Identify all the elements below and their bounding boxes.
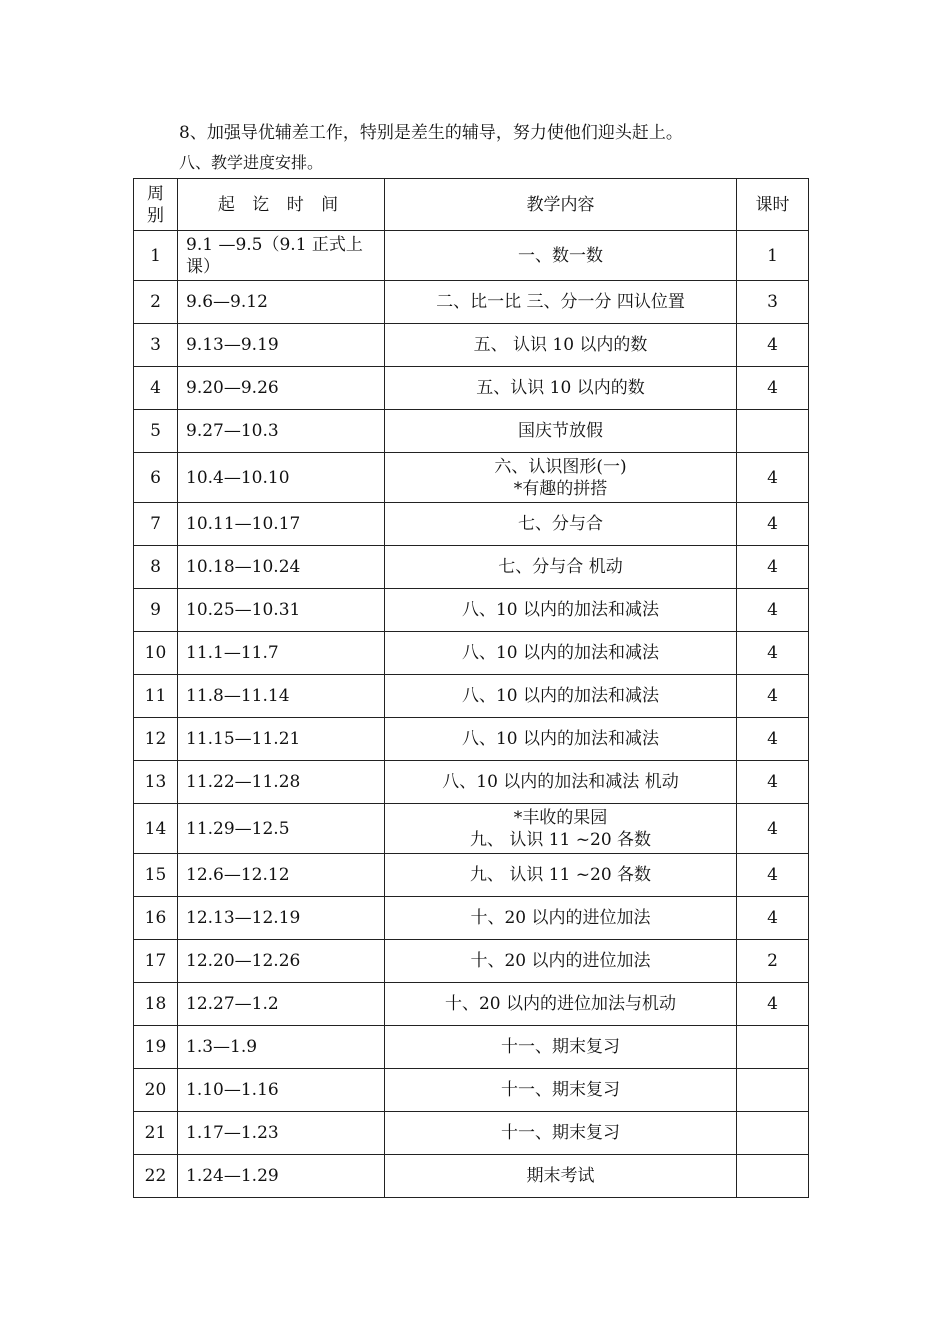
table-row bbox=[134, 410, 809, 453]
cell-hours: 4 bbox=[737, 324, 809, 367]
teaching-schedule-table bbox=[133, 178, 809, 1198]
cell-content: 八、10 以内的加法和减法 bbox=[385, 632, 737, 675]
cell-dates: 12.27—1.2 bbox=[178, 983, 385, 1026]
cell-week: 12 bbox=[134, 718, 178, 761]
cell-hours: 4 bbox=[737, 718, 809, 761]
cell-content: 一、数一数 bbox=[385, 231, 737, 281]
cell-dates: 1.24—1.29 bbox=[178, 1155, 385, 1198]
section-heading-schedule: 八、教学进度安排。 bbox=[179, 153, 324, 172]
cell-hours: 1 bbox=[737, 231, 809, 281]
cell-content: 五、认识 10 以内的数 bbox=[385, 367, 737, 410]
table-row bbox=[134, 324, 809, 367]
cell-dates: 10.4—10.10 bbox=[178, 453, 385, 503]
cell-dates: 10.25—10.31 bbox=[178, 589, 385, 632]
cell-dates: 1.10—1.16 bbox=[178, 1069, 385, 1112]
cell-hours: 4 bbox=[737, 453, 809, 503]
cell-content: 十一、期末复习 bbox=[385, 1112, 737, 1155]
cell-dates: 11.15—11.21 bbox=[178, 718, 385, 761]
header-hours: 课时 bbox=[737, 179, 809, 231]
cell-content: 八、10 以内的加法和减法 机动 bbox=[385, 761, 737, 804]
cell-dates: 11.1—11.7 bbox=[178, 632, 385, 675]
cell-hours: 4 bbox=[737, 897, 809, 940]
cell-dates: 12.6—12.12 bbox=[178, 854, 385, 897]
cell-content: 七、分与合 bbox=[385, 503, 737, 546]
cell-hours: 4 bbox=[737, 675, 809, 718]
cell-week: 7 bbox=[134, 503, 178, 546]
cell-hours: 4 bbox=[737, 546, 809, 589]
cell-dates: 10.11—10.17 bbox=[178, 503, 385, 546]
table-row bbox=[134, 1112, 809, 1155]
cell-week: 13 bbox=[134, 761, 178, 804]
cell-week: 9 bbox=[134, 589, 178, 632]
cell-week: 21 bbox=[134, 1112, 178, 1155]
cell-content: 七、分与合 机动 bbox=[385, 546, 737, 589]
cell-content: 五、 认识 10 以内的数 bbox=[385, 324, 737, 367]
cell-week: 18 bbox=[134, 983, 178, 1026]
cell-dates: 9.1 —9.5（9.1 正式上课） bbox=[178, 231, 385, 281]
cell-content: 国庆节放假 bbox=[385, 410, 737, 453]
cell-hours bbox=[737, 1026, 809, 1069]
cell-hours bbox=[737, 1112, 809, 1155]
cell-week: 22 bbox=[134, 1155, 178, 1198]
table-row bbox=[134, 453, 809, 503]
cell-week: 16 bbox=[134, 897, 178, 940]
cell-content: *丰收的果园 九、 认识 11 ~20 各数 bbox=[385, 804, 737, 854]
cell-hours bbox=[737, 1069, 809, 1112]
table-row bbox=[134, 983, 809, 1026]
table-row bbox=[134, 632, 809, 675]
cell-content: 二、比一比 三、分一分 四认位置 bbox=[385, 281, 737, 324]
cell-dates: 9.20—9.26 bbox=[178, 367, 385, 410]
cell-week: 2 bbox=[134, 281, 178, 324]
table-body bbox=[134, 231, 809, 1198]
cell-dates: 9.6—9.12 bbox=[178, 281, 385, 324]
cell-dates: 11.8—11.14 bbox=[178, 675, 385, 718]
cell-week: 17 bbox=[134, 940, 178, 983]
cell-content: 十、20 以内的进位加法与机动 bbox=[385, 983, 737, 1026]
cell-hours bbox=[737, 1155, 809, 1198]
cell-dates: 11.22—11.28 bbox=[178, 761, 385, 804]
cell-dates: 9.27—10.3 bbox=[178, 410, 385, 453]
header-dates: 起 讫 时 间 bbox=[178, 179, 385, 231]
cell-week: 1 bbox=[134, 231, 178, 281]
cell-hours: 4 bbox=[737, 854, 809, 897]
cell-hours: 4 bbox=[737, 632, 809, 675]
cell-content: 八、10 以内的加法和减法 bbox=[385, 718, 737, 761]
cell-dates: 10.18—10.24 bbox=[178, 546, 385, 589]
table-row bbox=[134, 1026, 809, 1069]
table-row bbox=[134, 589, 809, 632]
cell-hours: 4 bbox=[737, 983, 809, 1026]
cell-week: 3 bbox=[134, 324, 178, 367]
cell-dates: 12.13—12.19 bbox=[178, 897, 385, 940]
cell-dates: 12.20—12.26 bbox=[178, 940, 385, 983]
cell-hours: 4 bbox=[737, 367, 809, 410]
table-row bbox=[134, 503, 809, 546]
table-row bbox=[134, 546, 809, 589]
cell-week: 14 bbox=[134, 804, 178, 854]
cell-content: 八、10 以内的加法和减法 bbox=[385, 589, 737, 632]
cell-content: 六、认识图形(一) *有趣的拼搭 bbox=[385, 453, 737, 503]
cell-week: 15 bbox=[134, 854, 178, 897]
table-row bbox=[134, 940, 809, 983]
cell-hours: 4 bbox=[737, 804, 809, 854]
cell-dates: 9.13—9.19 bbox=[178, 324, 385, 367]
table-row bbox=[134, 718, 809, 761]
cell-hours bbox=[737, 410, 809, 453]
table-header-row bbox=[134, 179, 809, 231]
cell-content: 十一、期末复习 bbox=[385, 1069, 737, 1112]
cell-content: 十、20 以内的进位加法 bbox=[385, 897, 737, 940]
header-week: 周 别 bbox=[134, 179, 178, 231]
cell-week: 19 bbox=[134, 1026, 178, 1069]
header-content: 教学内容 bbox=[385, 179, 737, 231]
paragraph-tutoring: 8、加强导优辅差工作，特别是差生的辅导，努力使他们迎头赶上。 bbox=[179, 123, 683, 143]
cell-content: 十、20 以内的进位加法 bbox=[385, 940, 737, 983]
table-row bbox=[134, 675, 809, 718]
cell-week: 8 bbox=[134, 546, 178, 589]
cell-hours: 4 bbox=[737, 589, 809, 632]
cell-week: 5 bbox=[134, 410, 178, 453]
table-row bbox=[134, 281, 809, 324]
cell-content: 八、10 以内的加法和减法 bbox=[385, 675, 737, 718]
cell-hours: 2 bbox=[737, 940, 809, 983]
cell-hours: 3 bbox=[737, 281, 809, 324]
cell-dates: 1.17—1.23 bbox=[178, 1112, 385, 1155]
cell-content: 九、 认识 11 ~20 各数 bbox=[385, 854, 737, 897]
table-row bbox=[134, 231, 809, 281]
cell-dates: 1.3—1.9 bbox=[178, 1026, 385, 1069]
cell-content: 期末考试 bbox=[385, 1155, 737, 1198]
cell-week: 11 bbox=[134, 675, 178, 718]
table-row bbox=[134, 1069, 809, 1112]
cell-week: 6 bbox=[134, 453, 178, 503]
table-row bbox=[134, 897, 809, 940]
cell-hours: 4 bbox=[737, 503, 809, 546]
table-row bbox=[134, 1155, 809, 1198]
table-row bbox=[134, 761, 809, 804]
table-row bbox=[134, 854, 809, 897]
cell-hours: 4 bbox=[737, 761, 809, 804]
table-row bbox=[134, 804, 809, 854]
cell-dates: 11.29—12.5 bbox=[178, 804, 385, 854]
cell-content: 十一、期末复习 bbox=[385, 1026, 737, 1069]
cell-week: 20 bbox=[134, 1069, 178, 1112]
cell-week: 4 bbox=[134, 367, 178, 410]
table-row bbox=[134, 367, 809, 410]
cell-week: 10 bbox=[134, 632, 178, 675]
